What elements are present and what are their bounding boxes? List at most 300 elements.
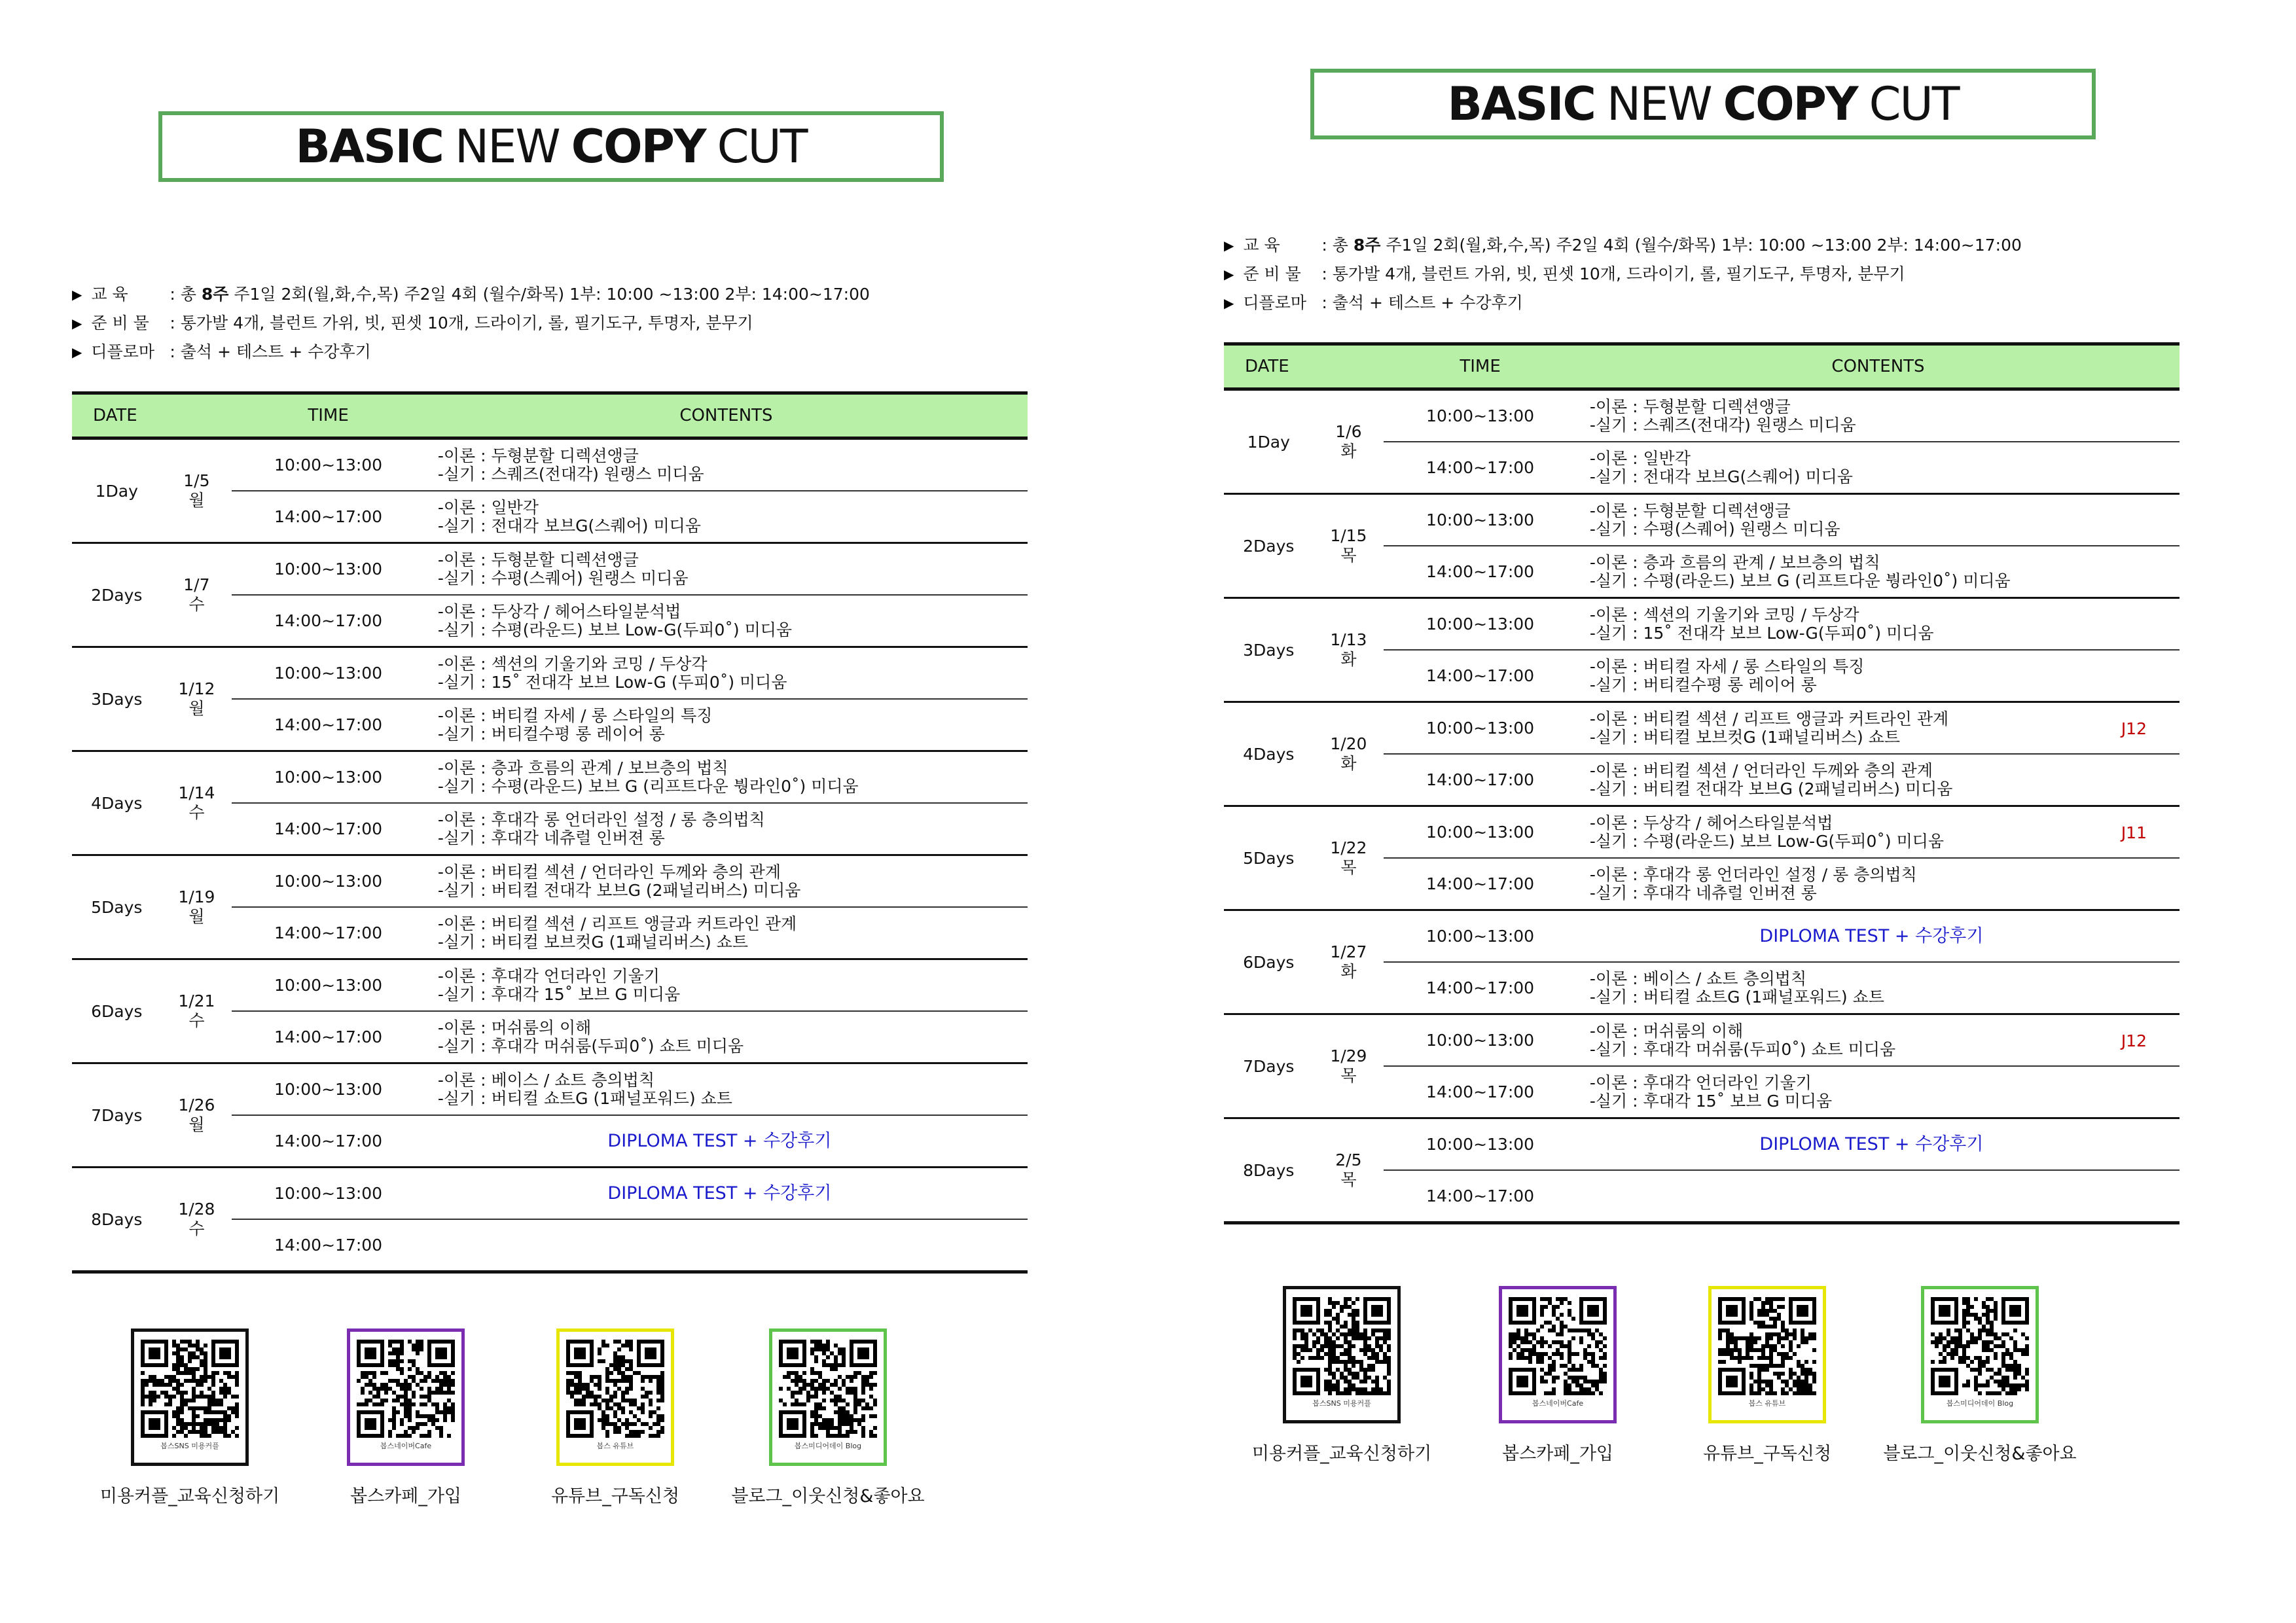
qr-module bbox=[1962, 1348, 1966, 1352]
info-weeks: 8주 bbox=[1353, 236, 1381, 255]
qr-finder-pattern bbox=[365, 1418, 376, 1430]
qr-module bbox=[392, 1363, 396, 1367]
qr-module bbox=[439, 1383, 443, 1387]
qr-module bbox=[1978, 1329, 1982, 1332]
qr-module bbox=[1769, 1309, 1773, 1313]
qr-module bbox=[1387, 1364, 1391, 1368]
date-value: 1/15 bbox=[1330, 526, 1367, 545]
qr-module bbox=[1994, 1301, 1998, 1305]
qr-module bbox=[1962, 1344, 1966, 1348]
qr-module bbox=[818, 1406, 822, 1410]
qr-module bbox=[1336, 1336, 1340, 1340]
qr-module bbox=[1560, 1332, 1564, 1336]
qr-module bbox=[1812, 1348, 1816, 1352]
qr-module bbox=[1509, 1336, 1513, 1340]
qr-module bbox=[215, 1402, 219, 1406]
qr-module bbox=[605, 1434, 609, 1438]
qr-module bbox=[400, 1418, 404, 1422]
qr-module bbox=[1560, 1352, 1564, 1356]
content-line: -실기 : 후대각 머쉬룸(두피0˚) 쇼트 미디움 bbox=[1589, 1039, 1896, 1059]
qr-module bbox=[231, 1375, 235, 1379]
diploma-test-label: DIPLOMA TEST + 수강후기 bbox=[1759, 925, 1984, 946]
qr-module bbox=[1355, 1321, 1359, 1325]
qr-module bbox=[1994, 1317, 1998, 1321]
qr-module bbox=[1316, 1356, 1320, 1360]
qr-module bbox=[200, 1351, 204, 1355]
qr-module bbox=[372, 1375, 376, 1379]
qr-module bbox=[180, 1422, 184, 1426]
qr-module bbox=[1552, 1360, 1556, 1364]
qr-module bbox=[1579, 1329, 1583, 1332]
qr-module bbox=[850, 1387, 853, 1391]
qr-label[interactable]: 봅스카페_가입 bbox=[1502, 1444, 1613, 1464]
weekday-value: 수 bbox=[188, 803, 205, 822]
qr-module bbox=[1587, 1391, 1591, 1395]
qr-module bbox=[1994, 1356, 1998, 1360]
qr-module bbox=[625, 1340, 629, 1344]
qr-module bbox=[1591, 1380, 1595, 1383]
qr-module bbox=[184, 1434, 188, 1438]
qr-module bbox=[443, 1402, 447, 1406]
qr-code-frame[interactable] bbox=[131, 1329, 249, 1466]
qr-module bbox=[822, 1379, 826, 1383]
qr-module bbox=[1532, 1336, 1536, 1340]
qr-module bbox=[439, 1371, 443, 1375]
qr-module bbox=[1328, 1344, 1332, 1348]
qr-module bbox=[1986, 1313, 1990, 1317]
qr-module bbox=[1950, 1340, 1954, 1344]
qr-module bbox=[594, 1375, 598, 1379]
qr-module bbox=[176, 1430, 180, 1434]
qr-module bbox=[1785, 1380, 1789, 1383]
qr-module bbox=[231, 1410, 235, 1414]
qr-module bbox=[1970, 1340, 1974, 1344]
qr-finder-pattern bbox=[1939, 1376, 1950, 1387]
qr-module bbox=[204, 1395, 207, 1399]
qr-module bbox=[578, 1379, 582, 1383]
qr-module bbox=[1328, 1321, 1332, 1325]
qr-module bbox=[1363, 1368, 1367, 1372]
qr-code-frame[interactable] bbox=[1283, 1286, 1401, 1423]
qr-module bbox=[180, 1347, 184, 1351]
date-cell bbox=[1313, 389, 1384, 494]
qr-module bbox=[1599, 1368, 1603, 1372]
qr-module bbox=[1379, 1329, 1383, 1332]
time-slot: 10:00~13:00 bbox=[232, 543, 425, 596]
qr-module bbox=[822, 1347, 826, 1351]
qr-module bbox=[1516, 1356, 1520, 1360]
qr-module bbox=[196, 1395, 200, 1399]
qr-module bbox=[1591, 1391, 1595, 1395]
qr-module bbox=[180, 1391, 184, 1395]
qr-label[interactable]: 미용커플_교육신청하기 bbox=[1251, 1444, 1432, 1464]
qr-module bbox=[842, 1422, 846, 1426]
qr-module bbox=[1797, 1383, 1801, 1387]
qr-module bbox=[2013, 1383, 2017, 1387]
qr-module bbox=[1359, 1380, 1363, 1383]
qr-module bbox=[629, 1410, 633, 1414]
qr-module bbox=[1387, 1391, 1391, 1395]
qr-module bbox=[1769, 1387, 1773, 1391]
date-value: 1/22 bbox=[1330, 838, 1367, 857]
qr-module bbox=[613, 1355, 617, 1359]
qr-module bbox=[2025, 1336, 2029, 1340]
qr-module bbox=[1718, 1332, 1722, 1336]
table-row bbox=[1224, 1118, 2179, 1171]
qr-module bbox=[1935, 1344, 1939, 1348]
qr-module bbox=[223, 1426, 227, 1430]
qr-code-frame[interactable] bbox=[347, 1329, 465, 1466]
qr-module bbox=[601, 1399, 605, 1402]
qr-module bbox=[2001, 1344, 2005, 1348]
qr-module bbox=[1352, 1317, 1355, 1321]
info-materials bbox=[1224, 260, 2179, 289]
qr-module bbox=[814, 1406, 818, 1410]
qr-module bbox=[1761, 1356, 1765, 1360]
qr-module bbox=[1958, 1340, 1962, 1344]
qr-label[interactable]: 블로그_이웃신청&좋아요 bbox=[1883, 1444, 2077, 1464]
qr-module bbox=[1943, 1356, 1946, 1360]
qr-module bbox=[416, 1371, 420, 1375]
qr-module bbox=[1603, 1364, 1607, 1368]
qr-module bbox=[1297, 1352, 1300, 1356]
qr-module bbox=[1777, 1376, 1781, 1380]
qr-code-icon bbox=[1718, 1297, 1816, 1395]
qr-module bbox=[1603, 1380, 1607, 1383]
qr-module bbox=[152, 1383, 156, 1387]
qr-module bbox=[188, 1367, 192, 1371]
qr-module bbox=[1344, 1387, 1348, 1391]
qr-module bbox=[451, 1379, 455, 1383]
qr-module bbox=[439, 1387, 443, 1391]
qr-module bbox=[653, 1375, 656, 1379]
qr-module bbox=[223, 1371, 227, 1375]
qr-code-frame[interactable] bbox=[1499, 1286, 1617, 1423]
qr-module bbox=[1804, 1383, 1808, 1387]
time-slot: 10:00~13:00 bbox=[232, 1063, 425, 1116]
qr-code-frame[interactable] bbox=[556, 1329, 674, 1466]
qr-module bbox=[1387, 1332, 1391, 1336]
qr-module bbox=[617, 1379, 621, 1383]
qr-module bbox=[1328, 1329, 1332, 1332]
qr-module bbox=[1367, 1376, 1371, 1380]
qr-module bbox=[1785, 1356, 1789, 1360]
qr-module bbox=[404, 1410, 408, 1414]
time-slot: 14:00~17:00 bbox=[1384, 442, 1577, 494]
qr-module bbox=[1761, 1325, 1765, 1329]
qr-module bbox=[566, 1371, 570, 1375]
info-text: : 총 bbox=[1321, 236, 1354, 255]
info-value: : 통가발 4개, 블런트 가위, 빗, 핀셋 10개, 드라이기, 롤, 필기도구, 투명자, 분무기 bbox=[170, 313, 753, 332]
content-line: -실기 : 스퀘즈(전대각) 원랭스 미디움 bbox=[437, 464, 704, 484]
qr-module bbox=[427, 1395, 431, 1399]
qr-module bbox=[609, 1406, 613, 1410]
qr-module bbox=[594, 1383, 598, 1387]
qr-module bbox=[1371, 1356, 1375, 1360]
qr-module bbox=[1328, 1325, 1332, 1329]
qr-module bbox=[1352, 1387, 1355, 1391]
qr-module bbox=[1516, 1336, 1520, 1340]
qr-module bbox=[617, 1340, 621, 1344]
qr-module bbox=[1974, 1368, 1978, 1372]
qr-module bbox=[1308, 1348, 1312, 1352]
page-title bbox=[158, 111, 944, 182]
qr-module bbox=[850, 1414, 853, 1418]
qr-module bbox=[1943, 1336, 1946, 1340]
qr-module bbox=[180, 1383, 184, 1387]
qr-module bbox=[810, 1426, 814, 1430]
qr-code-frame[interactable] bbox=[1921, 1286, 2039, 1423]
qr-module bbox=[613, 1379, 617, 1383]
qr-module bbox=[1332, 1352, 1336, 1356]
qr-module bbox=[361, 1391, 365, 1395]
qr-module bbox=[204, 1379, 207, 1383]
qr-module bbox=[396, 1347, 400, 1351]
qr-module bbox=[384, 1399, 388, 1402]
qr-module bbox=[396, 1351, 400, 1355]
qr-module bbox=[1781, 1352, 1785, 1356]
qr-module bbox=[1793, 1372, 1797, 1376]
qr-module bbox=[451, 1410, 455, 1414]
qr-caption: 봅스 유튜브 bbox=[1748, 1399, 1786, 1408]
qr-module bbox=[795, 1391, 798, 1395]
qr-module bbox=[582, 1387, 586, 1391]
content-line: -이론 : 일반각 bbox=[1589, 448, 1691, 468]
qr-module bbox=[818, 1375, 822, 1379]
qr-module bbox=[396, 1379, 400, 1383]
bullet-triangle-icon: ▶ bbox=[72, 344, 82, 360]
qr-module bbox=[1781, 1297, 1785, 1301]
qr-module bbox=[1978, 1336, 1982, 1340]
qr-module bbox=[223, 1422, 227, 1426]
qr-module bbox=[594, 1402, 598, 1406]
qr-module bbox=[1575, 1380, 1579, 1383]
qr-module bbox=[1990, 1376, 1994, 1380]
qr-module bbox=[1324, 1340, 1328, 1344]
qr-module bbox=[447, 1406, 451, 1410]
qr-module bbox=[629, 1375, 633, 1379]
qr-module bbox=[408, 1399, 412, 1402]
qr-module bbox=[372, 1383, 376, 1387]
qr-module bbox=[2013, 1340, 2017, 1344]
qr-module bbox=[1324, 1387, 1328, 1391]
qr-module bbox=[1990, 1332, 1994, 1336]
qr-module bbox=[160, 1383, 164, 1387]
qr-module bbox=[1994, 1380, 1998, 1383]
qr-module bbox=[420, 1402, 423, 1406]
table-header bbox=[72, 393, 1028, 438]
qr-module bbox=[447, 1375, 451, 1379]
qr-module bbox=[1781, 1321, 1785, 1325]
qr-module bbox=[850, 1391, 853, 1395]
time-slot: 10:00~13:00 bbox=[1384, 1118, 1577, 1171]
qr-module bbox=[605, 1367, 609, 1371]
qr-module bbox=[1348, 1387, 1352, 1391]
qr-module bbox=[645, 1391, 649, 1395]
qr-module bbox=[818, 1402, 822, 1406]
qr-module bbox=[578, 1391, 582, 1395]
qr-module bbox=[204, 1351, 207, 1355]
qr-module bbox=[188, 1406, 192, 1410]
qr-module bbox=[1793, 1332, 1797, 1336]
qr-module bbox=[641, 1410, 645, 1414]
qr-module bbox=[408, 1434, 412, 1438]
qr-module bbox=[1761, 1387, 1765, 1391]
qr-module bbox=[443, 1410, 447, 1414]
qr-module bbox=[404, 1399, 408, 1402]
qr-module bbox=[412, 1395, 416, 1399]
qr-module bbox=[656, 1406, 660, 1410]
qr-module bbox=[1966, 1383, 1970, 1387]
qr-module bbox=[1789, 1387, 1793, 1391]
qr-module bbox=[2017, 1372, 2021, 1376]
qr-module bbox=[215, 1426, 219, 1430]
qr-module bbox=[2001, 1380, 2005, 1383]
qr-module bbox=[172, 1375, 176, 1379]
qr-module bbox=[416, 1340, 420, 1344]
qr-module bbox=[853, 1410, 857, 1414]
content-line: -실기 : 수평(스퀘어) 원랭스 미디움 bbox=[437, 568, 689, 588]
qr-finder-pattern bbox=[1726, 1305, 1738, 1317]
qr-module bbox=[617, 1371, 621, 1375]
qr-module bbox=[865, 1375, 869, 1379]
qr-module bbox=[822, 1418, 826, 1422]
qr-module bbox=[838, 1375, 842, 1379]
qr-module bbox=[869, 1371, 873, 1375]
qr-code-frame[interactable] bbox=[769, 1329, 887, 1466]
qr-finder-pattern bbox=[2009, 1305, 2021, 1317]
qr-module bbox=[1568, 1356, 1571, 1360]
qr-module bbox=[1954, 1336, 1958, 1340]
qr-module bbox=[1946, 1329, 1950, 1332]
qr-module bbox=[416, 1422, 420, 1426]
qr-module bbox=[1749, 1376, 1753, 1380]
qr-module bbox=[1749, 1356, 1753, 1360]
title-word: NEW bbox=[1606, 77, 1712, 131]
qr-module bbox=[200, 1391, 204, 1395]
qr-module bbox=[1359, 1391, 1363, 1395]
qr-module bbox=[842, 1347, 846, 1351]
diploma-test-label: DIPLOMA TEST + 수강후기 bbox=[1759, 1133, 1984, 1154]
content-cell bbox=[1577, 858, 2179, 910]
qr-module bbox=[1575, 1368, 1579, 1372]
qr-module bbox=[400, 1351, 404, 1355]
qr-module bbox=[1757, 1364, 1761, 1368]
qr-module bbox=[1552, 1352, 1556, 1356]
qr-module bbox=[219, 1410, 223, 1414]
qr-module bbox=[192, 1422, 196, 1426]
qr-module bbox=[427, 1399, 431, 1402]
qr-module bbox=[1540, 1344, 1544, 1348]
qr-module bbox=[1966, 1313, 1970, 1317]
qr-module bbox=[605, 1406, 609, 1410]
content-line: -이론 : 두상각 / 헤어스타일분석법 bbox=[1589, 813, 1833, 832]
qr-module bbox=[1599, 1356, 1603, 1360]
qr-module bbox=[1375, 1344, 1379, 1348]
date-cell bbox=[1313, 494, 1384, 598]
qr-module bbox=[1293, 1329, 1297, 1332]
qr-label[interactable]: 유튜브_구독신청 bbox=[1702, 1444, 1832, 1464]
qr-module bbox=[621, 1410, 625, 1414]
qr-module bbox=[791, 1395, 795, 1399]
qr-module bbox=[1974, 1317, 1978, 1321]
qr-module bbox=[1387, 1383, 1391, 1387]
course-info bbox=[72, 280, 1028, 366]
qr-module bbox=[1599, 1348, 1603, 1352]
content-cell bbox=[425, 647, 1028, 700]
qr-module bbox=[200, 1383, 204, 1387]
qr-module bbox=[1336, 1383, 1340, 1387]
qr-module bbox=[1591, 1360, 1595, 1364]
qr-code-frame[interactable] bbox=[1708, 1286, 1826, 1423]
qr-module bbox=[1757, 1336, 1761, 1340]
qr-module bbox=[625, 1422, 629, 1426]
qr-module bbox=[1749, 1387, 1753, 1391]
qr-module bbox=[861, 1426, 865, 1430]
qr-label[interactable]: 봅스카페_가입 bbox=[350, 1486, 461, 1507]
qr-module bbox=[1749, 1305, 1753, 1309]
qr-module bbox=[826, 1387, 830, 1391]
qr-module bbox=[1765, 1356, 1769, 1360]
content-line: -이론 : 머쉬룸의 이해 bbox=[437, 1018, 592, 1037]
qr-module bbox=[1804, 1360, 1808, 1364]
header-spacer bbox=[1313, 344, 1384, 389]
qr-module bbox=[660, 1418, 664, 1422]
qr-module bbox=[1568, 1352, 1571, 1356]
qr-module bbox=[200, 1430, 204, 1434]
qr-module bbox=[1564, 1344, 1568, 1348]
qr-module bbox=[1316, 1340, 1320, 1344]
qr-module bbox=[423, 1434, 427, 1438]
qr-module bbox=[830, 1399, 834, 1402]
qr-module bbox=[842, 1434, 846, 1438]
qr-module bbox=[834, 1367, 838, 1371]
qr-module bbox=[861, 1387, 865, 1391]
schedule-page-right bbox=[1224, 69, 2179, 1224]
qr-module bbox=[783, 1375, 787, 1379]
qr-module bbox=[598, 1402, 601, 1406]
qr-module bbox=[408, 1410, 412, 1414]
qr-module bbox=[380, 1402, 384, 1406]
qr-module bbox=[1520, 1336, 1524, 1340]
qr-module bbox=[1591, 1336, 1595, 1340]
qr-module bbox=[396, 1434, 400, 1438]
qr-module bbox=[802, 1371, 806, 1375]
qr-module bbox=[416, 1410, 420, 1414]
qr-module bbox=[192, 1430, 196, 1434]
qr-label[interactable]: 유튜브_구독신청 bbox=[550, 1486, 680, 1507]
day-label: 4Days bbox=[1224, 702, 1313, 806]
qr-label[interactable]: 블로그_이웃신청&좋아요 bbox=[731, 1486, 925, 1507]
qr-module bbox=[838, 1418, 842, 1422]
qr-module bbox=[810, 1387, 814, 1391]
content-line: -이론 : 후대각 언더라인 기울기 bbox=[1589, 1073, 1812, 1092]
qr-module bbox=[1332, 1360, 1336, 1364]
qr-module bbox=[400, 1344, 404, 1347]
qr-module bbox=[176, 1363, 180, 1367]
qr-module bbox=[207, 1399, 211, 1402]
qr-module bbox=[1781, 1372, 1785, 1376]
content-line: -실기 : 수평(라운드) 보브 Low-G(두피0˚) 미디움 bbox=[437, 620, 793, 639]
qr-module bbox=[1595, 1344, 1599, 1348]
qr-module bbox=[2001, 1387, 2005, 1391]
qr-module bbox=[1974, 1297, 1978, 1301]
qr-module bbox=[180, 1426, 184, 1430]
qr-module bbox=[1344, 1380, 1348, 1383]
qr-module bbox=[1293, 1344, 1297, 1348]
qr-label[interactable]: 미용커플_교육신청하기 bbox=[99, 1486, 280, 1507]
content-cell bbox=[1577, 806, 2179, 859]
